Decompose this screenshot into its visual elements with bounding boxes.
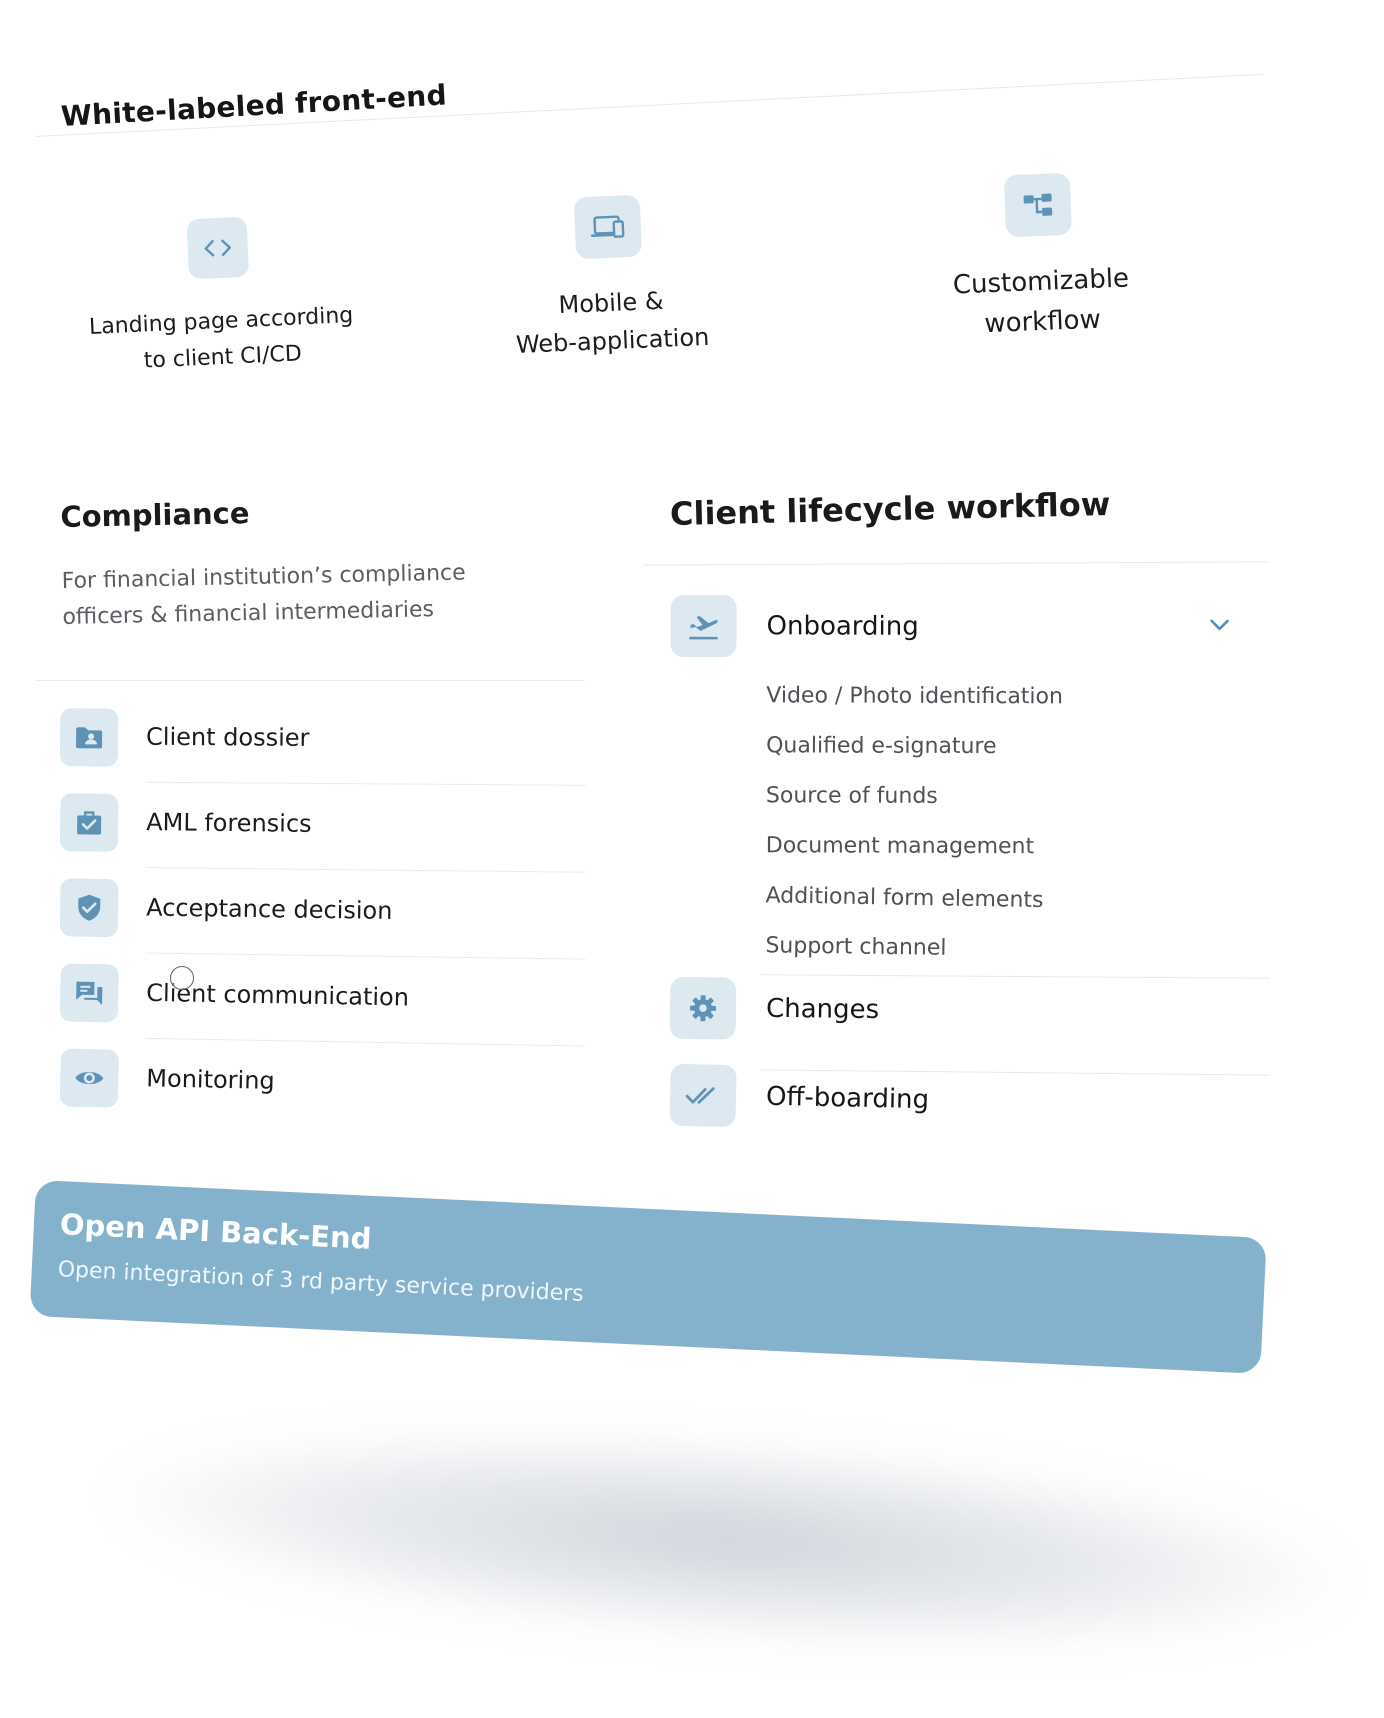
feature-landing-page[interactable] — [67, 211, 374, 382]
divider — [146, 782, 586, 786]
open-api-banner[interactable] — [30, 1180, 1267, 1374]
changes-label: Changes — [765, 993, 880, 1026]
compliance-item-label: AML forensics — [146, 808, 312, 838]
lifecycle-title: Client lifecycle workflow — [669, 485, 1111, 533]
feature-label — [470, 278, 753, 366]
lifecycle-offboarding — [669, 1064, 1270, 1141]
offboarding-label: Off-boarding — [765, 1081, 930, 1116]
shield-check-icon — [60, 878, 119, 937]
code-icon — [186, 217, 249, 280]
lifecycle-changes — [670, 977, 1271, 1047]
feature-label-line: Web-application — [515, 322, 710, 359]
onboarding-item[interactable]: Source of funds — [765, 783, 938, 809]
onboarding-items — [765, 671, 1270, 973]
compliance-item-label: Acceptance decision — [146, 893, 393, 925]
onboarding-item[interactable]: Additional form elements — [765, 883, 1044, 914]
changes-header[interactable] — [670, 977, 1271, 1047]
compliance-item-monitoring[interactable] — [59, 1048, 591, 1145]
compliance-item-label: Monitoring — [146, 1064, 275, 1095]
feature-label — [900, 256, 1183, 347]
compliance-item-aml-forensics[interactable] — [60, 793, 591, 885]
onboarding-item[interactable]: Document management — [765, 833, 1035, 860]
divider — [146, 867, 586, 873]
offboarding-header[interactable] — [669, 1064, 1270, 1141]
compliance-item-client-dossier[interactable] — [60, 708, 591, 798]
onboarding-header[interactable] — [670, 595, 1270, 661]
airplane-takeoff-icon — [670, 595, 736, 657]
double-check-icon — [669, 1064, 736, 1127]
compliance-subtitle: For financial institution’s compliance officers & financial intermediaries — [61, 560, 466, 630]
feature-label-line: Landing page according — [88, 302, 354, 340]
compliance-title: Compliance — [60, 496, 250, 534]
compliance-item-acceptance-decision[interactable] — [59, 878, 590, 971]
divider — [643, 561, 1268, 565]
divider — [35, 680, 585, 681]
feature-customizable-workflow[interactable] — [897, 168, 1184, 347]
mouse-cursor — [170, 966, 194, 990]
feature-label-line: Mobile & — [557, 286, 665, 320]
workflow-icon — [1004, 173, 1072, 238]
feature-label-line: to client CI/CD — [143, 341, 303, 374]
compliance-item-label: Client communication — [146, 978, 410, 1012]
chevron-down-icon[interactable] — [1209, 617, 1231, 636]
onboarding-item[interactable]: Support channel — [765, 933, 947, 961]
chat-icon — [60, 963, 119, 1022]
feature-mobile-web[interactable] — [467, 190, 754, 366]
divider — [145, 1038, 585, 1047]
white-labeled-title: White-labeled front-end — [60, 78, 448, 133]
drop-shadow — [105, 1397, 1356, 1683]
feature-label — [70, 297, 373, 383]
gear-icon — [670, 977, 737, 1040]
compliance-item-label: Client dossier — [146, 722, 310, 752]
lifecycle-onboarding — [669, 595, 1270, 973]
divider — [146, 952, 586, 959]
feature-label-line: Customizable — [952, 263, 1130, 301]
compliance-header — [60, 489, 593, 636]
devices-icon — [574, 195, 643, 260]
compliance-item-client-communication[interactable] — [59, 963, 590, 1058]
briefcase-check-icon — [60, 793, 119, 852]
feature-label-line: workflow — [983, 304, 1102, 340]
onboarding-item[interactable]: Qualified e-signature — [766, 733, 997, 760]
api-title: Open API Back-End — [59, 1207, 373, 1256]
onboarding-item[interactable]: Video / Photo identification — [766, 683, 1064, 710]
folder-user-icon — [60, 708, 118, 766]
eye-icon — [60, 1048, 119, 1107]
onboarding-label: Onboarding — [766, 611, 919, 642]
compliance-list — [60, 710, 590, 1140]
api-subtitle: Open integration of 3 rd party service providers — [57, 1257, 585, 1307]
